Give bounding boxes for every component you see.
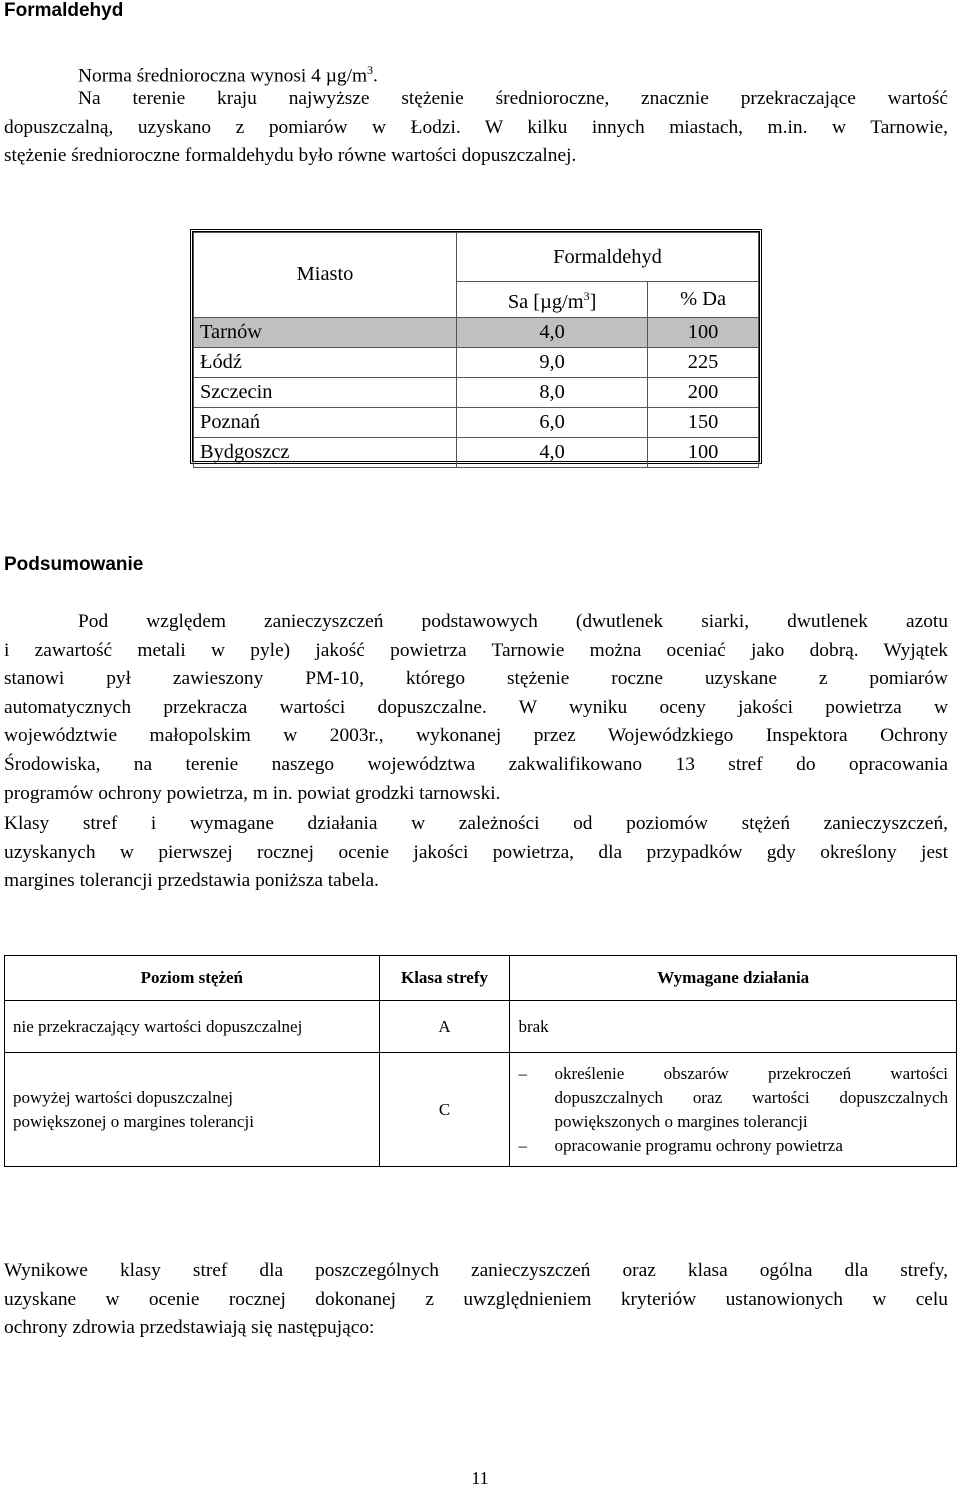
table-row bbox=[194, 437, 759, 467]
city-cell: Łódź bbox=[194, 347, 457, 377]
city-cell: Szczecin bbox=[194, 377, 457, 407]
norm-sup: 3 bbox=[367, 63, 374, 77]
section-heading-summary: Podsumowanie bbox=[4, 554, 144, 575]
closing-paragraph bbox=[4, 1257, 948, 1343]
table-row bbox=[194, 377, 759, 407]
para-line: ochrony zdrowia przedstawiają się następująco: bbox=[4, 1317, 375, 1339]
class-cell: C bbox=[379, 1053, 510, 1167]
table-row bbox=[194, 407, 759, 437]
sa-cell: 4,0 bbox=[457, 317, 648, 347]
col-city-header: Miasto bbox=[194, 233, 457, 318]
sa-cell: 4,0 bbox=[457, 437, 648, 467]
da-cell: 225 bbox=[648, 347, 759, 377]
da-cell: 200 bbox=[648, 377, 759, 407]
formaldehyd-table bbox=[190, 229, 762, 464]
para-line: stanowi pył zawieszony PM-10, którego stężenie roczne uzyskane z pomiarów bbox=[4, 668, 948, 690]
para-line: stężenie średnioroczne formaldehydu było równe wartości dopuszczalnej. bbox=[4, 145, 577, 167]
para-line: Środowiska, na terenie naszego województwa zakwalifikowano 13 stref do opracowania bbox=[4, 753, 948, 775]
level-cell bbox=[5, 1053, 380, 1167]
para-line: dopuszczalną, uzyskano z pomiarów w Łodzi. W kilku innych miastach, m.in. w Tarnowie, bbox=[4, 116, 948, 138]
para-line: automatycznych przekracza wartości dopuszczalne. W wyniku oceny jakości powietrza w bbox=[4, 696, 948, 718]
col-action-header: Wymagane działania bbox=[510, 956, 957, 1001]
sa-cell: 8,0 bbox=[457, 377, 648, 407]
city-cell: Poznań bbox=[194, 407, 457, 437]
para-line: uzyskane w ocenie rocznej dokonanej z uwzględnieniem kryteriów ustanowionych w celu bbox=[4, 1288, 948, 1310]
sa-cell: 9,0 bbox=[457, 347, 648, 377]
city-cell: Tarnów bbox=[194, 317, 457, 347]
col-class-header: Klasa strefy bbox=[379, 956, 510, 1001]
col-da-header: % Da bbox=[648, 282, 759, 318]
sa-cell: 6,0 bbox=[457, 407, 648, 437]
summary-paragraph-1 bbox=[4, 608, 948, 808]
summary-paragraph-2 bbox=[4, 810, 948, 896]
para-line: Klasy stref i wymagane działania w zależności od poziomów stężeń zanieczyszczeń, bbox=[4, 813, 948, 834]
city-cell: Bydgoszcz bbox=[194, 437, 457, 467]
col-group-header: Formaldehyd bbox=[457, 233, 759, 282]
class-cell: A bbox=[379, 1001, 510, 1053]
table-row bbox=[5, 1053, 957, 1167]
da-cell: 100 bbox=[648, 437, 759, 467]
level-line: powyżej wartości dopuszczalnej bbox=[13, 1087, 233, 1107]
action-list bbox=[518, 1062, 948, 1158]
para-line: województwie małopolskim w 2003r., wykonanej przez Wojewódzkiego Inspektora Ochrony bbox=[4, 725, 948, 747]
col-level-header: Poziom stężeń bbox=[5, 956, 380, 1001]
para-line: i zawartość metali w pyle) jakość powietrza Tarnowie można oceniać jako dobrą. Wyjątek bbox=[4, 639, 948, 661]
action-cell: brak bbox=[510, 1001, 957, 1053]
para-line: programów ochrony powietrza, m in. powiat grodzki tarnowski. bbox=[4, 782, 501, 804]
col-sa-header: Sa $[\mu g/m^3]$ bbox=[457, 282, 648, 318]
table-row bbox=[194, 317, 759, 347]
da-cell: 100 bbox=[648, 317, 759, 347]
action-cell bbox=[510, 1053, 957, 1167]
table-row bbox=[5, 1001, 957, 1053]
para-line: Wynikowe klasy stref dla poszczególnych zanieczyszczeń oraz klasa ogólna dla strefy, bbox=[4, 1260, 948, 1281]
page-number: 11 bbox=[471, 1468, 489, 1488]
para-line: Na terenie kraju najwyższe stężenie średnioroczne, znacznie przekraczające wartość bbox=[78, 88, 948, 109]
zone-class-table bbox=[4, 955, 957, 1167]
para-line: Pod względem zanieczyszczeń podstawowych (dwutlenek siarki, dwutlenek azotu bbox=[78, 611, 948, 632]
level-cell: nie przekraczający wartości dopuszczalnej bbox=[5, 1001, 380, 1053]
action-item: – określenie obszarów przekroczeń wartości dopuszczalnych oraz wartości dopuszczalnych powiększonych o margines tolerancji bbox=[518, 1062, 948, 1134]
norm-end: . bbox=[373, 65, 378, 87]
section-heading-formaldehyd: Formaldehyd bbox=[4, 0, 124, 21]
action-item: – opracowanie programu ochrony powietrza bbox=[518, 1134, 948, 1158]
level-line: powiększonej o margines tolerancji bbox=[13, 1111, 254, 1131]
para-line: uzyskanych w pierwszej rocznej ocenie jakości powietrza, dla przypadków gdy określony jest bbox=[4, 841, 948, 863]
para-line: margines tolerancji przedstawia poniższa tabela. bbox=[4, 870, 379, 892]
table-row bbox=[194, 347, 759, 377]
norm-text: Norma średnioroczna wynosi 4 µg/m bbox=[78, 65, 368, 87]
formaldehyd-paragraph bbox=[4, 85, 948, 171]
da-cell: 150 bbox=[648, 407, 759, 437]
